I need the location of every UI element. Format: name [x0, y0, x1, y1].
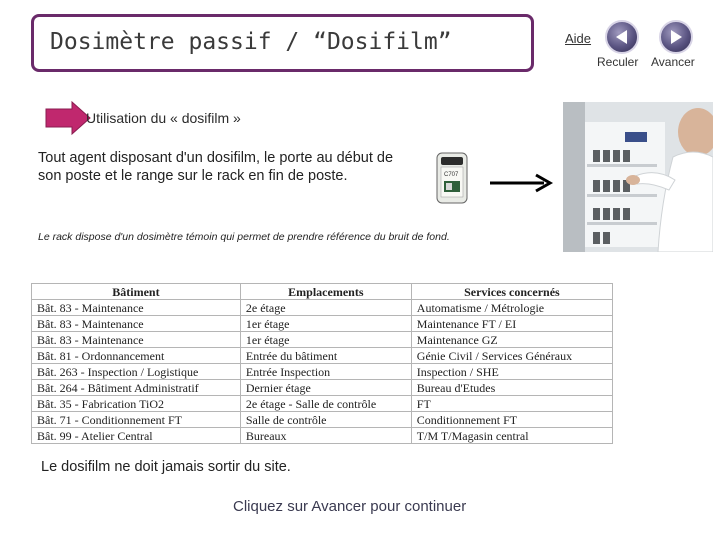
table-header-row: [32, 284, 613, 300]
rack-photo: [563, 102, 713, 252]
pink-arrow-icon: [44, 100, 92, 136]
cell-service: T/M T/Magasin central: [411, 428, 612, 444]
dosimeter-image: [434, 151, 470, 205]
continue-instruction: Cliquez sur Avancer pour continuer: [233, 498, 467, 515]
table-row: [32, 428, 613, 444]
cell-batiment: Bât. 83 - Maintenance: [32, 332, 241, 348]
table-row: [32, 300, 613, 316]
triangle-left-icon: [607, 22, 637, 52]
cell-emplacement: Salle de contrôle: [240, 412, 411, 428]
reference-note: Le rack dispose d'un dosimètre témoin qui permet de prendre référence du bruit de fond.: [38, 231, 450, 243]
cell-service: Maintenance FT / EI: [411, 316, 612, 332]
dosimeter-label: C707: [444, 172, 459, 178]
cell-emplacement: 1er étage: [240, 316, 411, 332]
cell-batiment: Bât. 263 - Inspection / Logistique: [32, 364, 241, 380]
section-heading: Utilisation du « dosifilm »: [86, 110, 241, 126]
header-services: Services concernés: [411, 284, 612, 300]
header-emplacements: Emplacements: [240, 284, 411, 300]
cell-batiment: Bât. 83 - Maintenance: [32, 316, 241, 332]
triangle-right-icon: [661, 22, 691, 52]
back-label[interactable]: Reculer: [597, 55, 639, 69]
cell-emplacement: 1er étage: [240, 332, 411, 348]
cell-service: Automatisme / Métrologie: [411, 300, 612, 316]
cell-service: Inspection / SHE: [411, 364, 612, 380]
cell-batiment: Bât. 99 - Atelier Central: [32, 428, 241, 444]
cell-batiment: Bât. 81 - Ordonnancement: [32, 348, 241, 364]
table-row: [32, 412, 613, 428]
table-row: [32, 380, 613, 396]
table-row: [32, 332, 613, 348]
cell-batiment: Bât. 264 - Bâtiment Administratif: [32, 380, 241, 396]
help-link[interactable]: Aide: [565, 31, 592, 46]
cell-batiment: Bât. 71 - Conditionnement FT: [32, 412, 241, 428]
cell-service: Génie Civil / Services Généraux: [411, 348, 612, 364]
site-rule-paragraph: Le dosifilm ne doit jamais sortir du site.: [41, 459, 291, 475]
location-table: [31, 283, 613, 444]
table-row: [32, 396, 613, 412]
usage-paragraph: Tout agent disposant d'un dosifilm, le porte au début de son poste et le range sur le rack en fin de poste.: [38, 150, 394, 184]
cell-emplacement: Entrée du bâtiment: [240, 348, 411, 364]
cell-service: Bureau d'Etudes: [411, 380, 612, 396]
cell-emplacement: 2e étage: [240, 300, 411, 316]
page-title: Dosimètre passif / “Dosifilm”: [50, 29, 452, 55]
cell-emplacement: Bureaux: [240, 428, 411, 444]
cell-service: Conditionnement FT: [411, 412, 612, 428]
cell-batiment: Bât. 35 - Fabrication TiO2: [32, 396, 241, 412]
cell-emplacement: Entrée Inspection: [240, 364, 411, 380]
black-arrow-icon: [488, 172, 554, 194]
header-batiment: Bâtiment: [32, 284, 241, 300]
table-row: [32, 364, 613, 380]
cell-emplacement: 2e étage - Salle de contrôle: [240, 396, 411, 412]
table-row: [32, 316, 613, 332]
title-box: [31, 14, 534, 72]
forward-button[interactable]: [659, 20, 693, 54]
table-row: [32, 348, 613, 364]
cell-batiment: Bât. 83 - Maintenance: [32, 300, 241, 316]
forward-label[interactable]: Avancer: [651, 55, 695, 69]
cell-service: FT: [411, 396, 612, 412]
back-button[interactable]: [605, 20, 639, 54]
cell-service: Maintenance GZ: [411, 332, 612, 348]
cell-emplacement: Dernier étage: [240, 380, 411, 396]
